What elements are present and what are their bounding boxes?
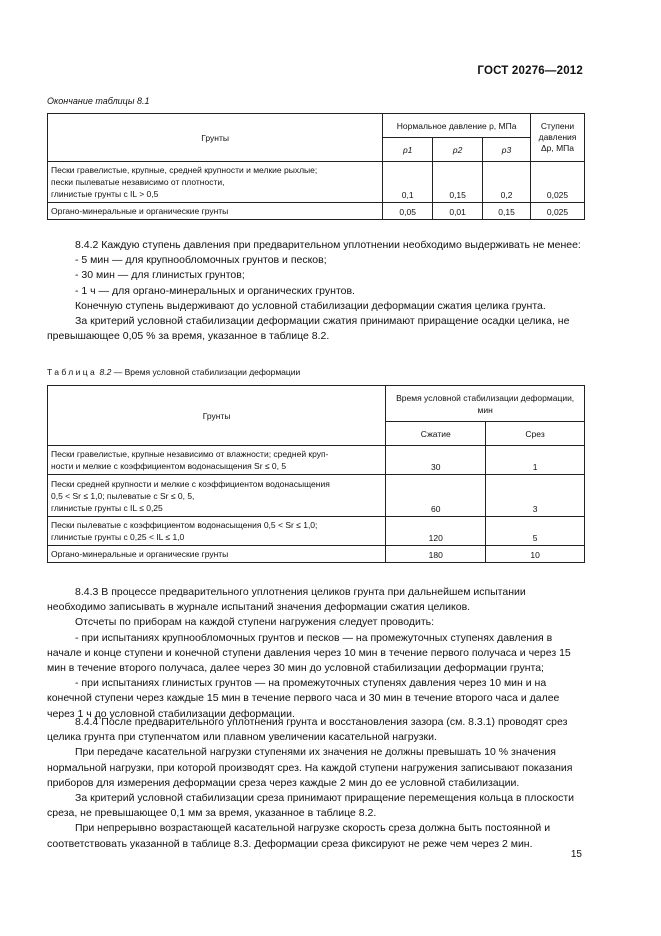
table-8-2-caption	[47, 367, 300, 377]
table-row	[48, 546, 585, 563]
table-8-1-row1-soil	[48, 162, 383, 203]
caption-label: Таблица	[47, 367, 98, 377]
table-8-1-header-soils: Грунты	[48, 114, 383, 162]
table-8-1-row2-p3: 0,15	[483, 203, 531, 220]
paragraph: Отсчеты по приборам на каждой ступени нагружения следует проводить:	[75, 616, 435, 629]
table-8-1-row2-soil: Органо-минеральные и органические грунты	[48, 203, 383, 220]
table-8-2	[47, 385, 585, 563]
paragraph: За критерий условной стабилизации деформации сжатия принимают приращение осадки целика, не превышающее 0,05 % за время, указанное в таблице 8.2.	[47, 315, 570, 343]
paragraph: 8.4.4 После предварительного уплотнения грунта и восстановления зазора (см. 8.3.1) проводят срез целика грунта при ступенчатом или плавном увеличении касательной нагрузки.	[47, 716, 568, 744]
list-item: - 5 мин — для крупнообломочных грунтов и песков;	[75, 254, 327, 267]
list-item: - при испытаниях крупнообломочных грунтов и песков — на промежуточных ступенях давления в начале и конце ступени и конечной ступени давления через 10 мин в течение первого получаса и через 15 мин в течение второго получаса, далее через 30 мин до условной стабилизации деформации грунта;	[47, 631, 571, 675]
table-8-2-row3-shear: 5	[486, 517, 585, 546]
table-8-1-header-p2: р2	[433, 138, 483, 162]
table-8-2-header-shear: Срез	[486, 422, 585, 446]
paragraph: 8.4.2 Каждую ступень давления при предварительном уплотнении необходимо выдерживать не менее:	[75, 239, 581, 251]
table-row	[48, 203, 585, 220]
cell-line: глинистые грунты с 0,25 < IL ≤ 1,0	[51, 532, 185, 542]
table-8-2-row2-soil	[48, 475, 386, 517]
table-8-2-row2-compression: 60	[386, 475, 486, 517]
list-item: - 1 ч — для органо-минеральных и органических грунтов.	[75, 284, 355, 297]
table-8-1-caption: Окончание таблицы 8.1	[47, 96, 150, 106]
cell-line: ности и мелкие с коэффициентом водонасыщения Sr ≤ 0, 5	[51, 461, 287, 471]
table-8-2-row4-compression: 180	[386, 546, 486, 563]
paragraph: При передаче касательной нагрузки ступенями их значения не должны превышать 10 % значения нормальной нагрузки, при которой производят срез. На каждой ступени нагружения записывают показания приборов для измерения деформации среза через каждые 2 мин до ее условной стабилизации.	[47, 746, 573, 789]
caption-title: — Время условной стабилизации деформации	[113, 367, 301, 377]
standard-header: ГОСТ 20276—2012	[477, 65, 583, 77]
table-8-1-row1-p1: 0,1	[383, 162, 433, 203]
list-item: - 30 мин — для глинистых грунтов;	[75, 269, 245, 282]
caption-number: 8.2	[99, 367, 112, 377]
table-8-1-row2-p1: 0,05	[383, 203, 433, 220]
page-number: 15	[570, 849, 582, 860]
paragraph: За критерий условной стабилизации среза принимают приращение перемещения кольца в плоскости среза, не превышающее 0,1 мм за время, указанное в таблице 8.2.	[47, 792, 575, 820]
cell-line: Пески гравелистые, крупные, средней крупности и мелкие рыхлые;	[51, 165, 318, 175]
table-8-1-header-pressure: Нормальное давление р, МПа	[383, 114, 531, 138]
cell-line: Пески средней крупности и мелкие с коэффициентом водонасыщения	[51, 479, 330, 489]
table-row	[48, 162, 585, 203]
table-8-1-header-steps: Ступени давления Δр, МПа	[531, 114, 585, 162]
table-8-2-row1-shear: 1	[486, 446, 585, 475]
table-8-2-row2-shear: 3	[486, 475, 585, 517]
cell-line: Пески гравелистые, крупные независимо от влажности; средней круп-	[51, 449, 329, 459]
table-8-1-row2-step: 0,025	[531, 203, 585, 220]
table-8-1-row1-step: 0,025	[531, 162, 585, 203]
table-8-1-header-p3: р3	[483, 138, 531, 162]
table-8-2-header-time: Время условной стабилизации деформации, мин	[386, 386, 585, 422]
section-8-4-3	[47, 585, 585, 722]
cell-line: глинистые грунты с IL > 0,5	[51, 189, 159, 199]
table-row	[48, 475, 585, 517]
section-8-4-2	[47, 238, 585, 344]
table-8-2-header-soils: Грунты	[48, 386, 386, 446]
table-8-2-row3-compression: 120	[386, 517, 486, 546]
cell-line: глинистые грунты с IL ≤ 0,25	[51, 503, 163, 513]
table-8-2-row4-shear: 10	[486, 546, 585, 563]
paragraph: Конечную ступень выдерживают до условной стабилизации деформации сжатия целика грунта.	[75, 299, 546, 312]
paragraph: 8.4.3 В процессе предварительного уплотнения целиков грунта при дальнейшем испытании необходимо записывать в журнале испытаний значения деформации сжатия целиков.	[47, 586, 526, 614]
table-8-1-row2-p2: 0,01	[433, 203, 483, 220]
cell-line: 0,5 < Sr ≤ 1,0; пылеватые с Sr ≤ 0, 5,	[51, 491, 195, 501]
section-8-4-4	[47, 715, 585, 852]
list-item: - при испытаниях глинистых грунтов — на промежуточных ступенях давления через 10 мин и на конечной ступени через каждые 15 мин в течение первого часа и 30 мин в течение второго часа и далее через 1 ч до условной стабилизации деформации.	[47, 677, 560, 720]
table-8-1-row1-p2: 0,15	[433, 162, 483, 203]
cell-line: Пески пылеватые с коэффициентом водонасыщения 0,5 < Sr ≤ 1,0;	[51, 520, 318, 530]
table-8-2-header-compression: Сжатие	[386, 422, 486, 446]
cell-line: пески пылеватые независимо от плотности,	[51, 177, 225, 187]
table-8-1-header-p1: р1	[383, 138, 433, 162]
table-8-1	[47, 113, 585, 220]
table-8-1-row1-p3: 0,2	[483, 162, 531, 203]
table-8-2-row1-soil	[48, 446, 386, 475]
table-8-2-row4-soil: Органо-минеральные и органические грунты	[48, 546, 386, 563]
table-8-2-row3-soil	[48, 517, 386, 546]
paragraph: При непрерывно возрастающей касательной нагрузке скорость среза должна быть постоянной и соответствовать указанной в таблице 8.3. Деформации среза фиксируют не реже чем через 2 мин.	[47, 822, 551, 850]
table-row	[48, 517, 585, 546]
table-row	[48, 446, 585, 475]
table-8-2-row1-compression: 30	[386, 446, 486, 475]
